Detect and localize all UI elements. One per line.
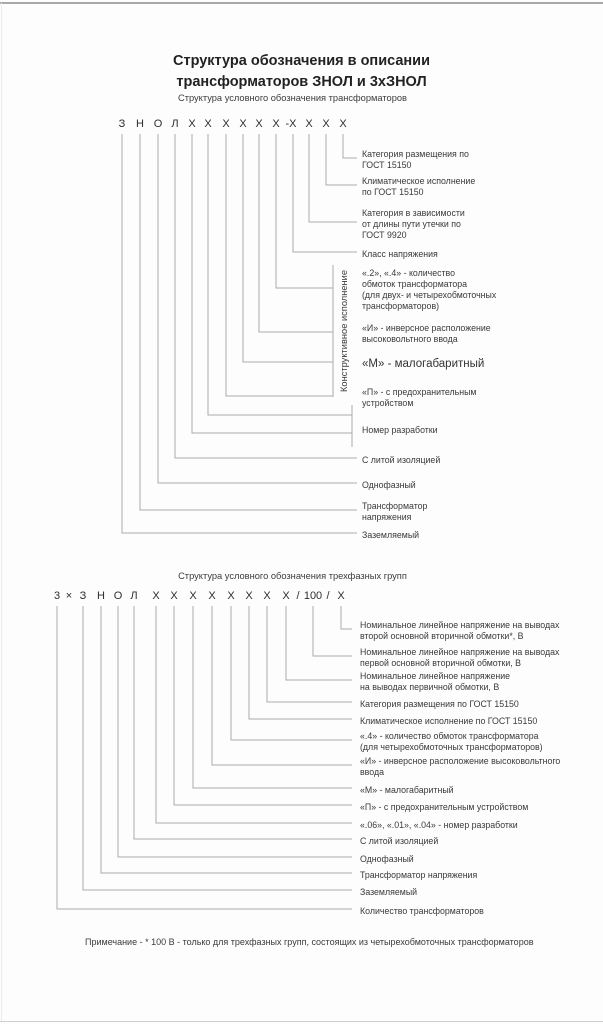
- designation-label: [360, 699, 519, 710]
- code-symbol: Л: [130, 590, 138, 602]
- connector-line: [83, 606, 352, 890]
- designation-label-line: Номинальное линейное напряжение: [360, 671, 511, 681]
- connector-line: [309, 134, 357, 222]
- designation-label: [360, 854, 414, 865]
- designation-label: [362, 149, 469, 171]
- designation-label-line: высоковольтного ввода: [362, 334, 458, 344]
- designation-label-line: Климатическое исполнение по ГОСТ 15150: [360, 715, 538, 726]
- code-symbol: Х: [272, 118, 280, 130]
- designation-label: [362, 176, 475, 198]
- connector-line: [158, 134, 357, 483]
- designation-label: [362, 480, 416, 491]
- designation-label: [362, 208, 465, 241]
- designation-label: [360, 620, 559, 642]
- code-symbol: /: [326, 590, 330, 602]
- designation-label: [360, 802, 528, 813]
- designation-label: [360, 756, 560, 778]
- designation-label-line: Климатическое исполнение: [362, 176, 476, 186]
- designation-label-line: Трансформатор напряжения: [360, 869, 478, 880]
- connector-line: [208, 134, 352, 415]
- designation-label: [360, 906, 484, 917]
- designation-label: [362, 387, 476, 409]
- code-symbol: Х: [189, 590, 197, 602]
- code-symbol: /: [296, 590, 300, 602]
- designation-label-line: устройством: [362, 398, 414, 408]
- designation-label: [360, 887, 417, 898]
- code-symbol: Х: [255, 118, 263, 130]
- code-symbol: 3: [53, 590, 61, 602]
- diagram1-construction-group-label: Конструктивное исполнение: [339, 269, 349, 393]
- code-symbol: Х: [282, 590, 290, 602]
- designation-label-line: «И» - инверсное расположение: [362, 323, 491, 333]
- designation-label: [362, 323, 491, 345]
- designation-label: [360, 731, 543, 753]
- code-symbol: Х: [263, 590, 271, 602]
- code-symbol: Л: [171, 118, 179, 130]
- code-symbol: Х: [305, 118, 313, 130]
- diagram2-subtitle: Структура условного обозначения трехфазных групп: [178, 571, 407, 581]
- designation-label-line: напряжения: [362, 512, 412, 522]
- designation-label-line: Категория в зависимости: [362, 207, 465, 218]
- designation-label-line: второй основной вторичной обмотки*, В: [360, 631, 524, 641]
- designation-label: [362, 249, 438, 260]
- designation-label-line: ГОСТ 9920: [362, 229, 407, 240]
- designation-label-line: Заземляемый: [362, 529, 420, 540]
- designation-label: [362, 425, 438, 436]
- designation-label-line: Номинальное линейное напряжение на выводах: [360, 620, 560, 630]
- designation-label: [360, 671, 510, 693]
- designation-label-line: «И» - инверсное расположение высоковольтного: [360, 756, 561, 766]
- connector-line: [140, 134, 357, 510]
- connector-line: [156, 606, 352, 823]
- page-title-line1: Структура обозначения в описании: [173, 53, 430, 69]
- connector-line: [267, 606, 352, 702]
- connector-line: [212, 606, 352, 765]
- connector-line: [259, 134, 333, 332]
- designation-label-line: обмоток трансформатора: [362, 279, 468, 289]
- connector-line: [343, 134, 357, 158]
- connector-line: [293, 134, 357, 252]
- designation-label: [360, 836, 438, 847]
- page-title-line2: трансформаторов ЗНОЛ и 3хЗНОЛ: [176, 74, 427, 90]
- designation-label: [362, 455, 440, 466]
- connector-line: [175, 134, 357, 458]
- code-symbol: Х: [337, 590, 345, 602]
- designation-label: [362, 501, 427, 523]
- code-symbol: З: [79, 590, 87, 602]
- code-symbol: Х: [188, 118, 196, 130]
- designation-label: [362, 358, 484, 371]
- code-symbol: Х: [239, 118, 247, 130]
- designation-label-line: Класс напряжения: [362, 248, 438, 259]
- footnote: Примечание - * 100 В - только для трехфазных групп, состоящих из четырехобмоточных трансформаторов: [85, 937, 534, 947]
- connector-line: [134, 606, 352, 839]
- designation-label-line: (для двух- и четырехобмоточных: [362, 290, 497, 300]
- designation-label-line: С литой изоляцией: [360, 835, 439, 846]
- code-symbol: З: [118, 118, 126, 130]
- designation-label-line: первой основной вторичной обмотки, В: [360, 658, 522, 668]
- designation-label-line: трансформаторов): [362, 301, 440, 311]
- code-symbol: Х: [208, 590, 216, 602]
- designation-label-line: ввода: [360, 767, 384, 777]
- designation-label-line: «.4» - количество обмоток трансформатора: [360, 731, 539, 741]
- connector-line: [226, 134, 333, 396]
- designation-label-line: Категория размещения по: [362, 149, 469, 159]
- connector-line: [192, 134, 352, 433]
- designation-label-line: Однофазный: [362, 479, 416, 490]
- connector-line: [122, 134, 357, 533]
- designation-label: [360, 716, 537, 727]
- designation-label: [360, 870, 477, 881]
- code-symbol: -Х: [285, 118, 297, 130]
- designation-label-line: «М» - малогабаритный: [362, 357, 485, 370]
- designation-label-line: Номинальное линейное напряжение на выводах: [360, 647, 560, 657]
- diagram1-subtitle: Структура условного обозначения трансформаторов: [178, 93, 407, 103]
- page-title: [0, 51, 603, 93]
- designation-label: [362, 530, 419, 541]
- designation-label: [362, 268, 496, 312]
- code-symbol: Х: [152, 590, 160, 602]
- connector-line: [341, 606, 352, 629]
- connector-line: [286, 606, 352, 680]
- designation-label-line: «.06», «.01», «.04» - номер разработки: [360, 819, 518, 830]
- designation-label-line: ГОСТ 15150: [362, 160, 412, 170]
- connector-line: [243, 134, 333, 362]
- code-symbol: Н: [97, 590, 105, 602]
- designation-label-line: на выводах первичной обмотки, В: [360, 682, 500, 692]
- designation-label-line: от длины пути утечки по: [362, 218, 461, 229]
- designation-label-line: Заземляемый: [360, 886, 418, 897]
- code-symbol: О: [113, 590, 123, 602]
- designation-label-line: Количество трансформаторов: [360, 905, 484, 916]
- designation-label-line: «М» - малогабаритный: [360, 784, 454, 795]
- designation-label-line: по ГОСТ 15150: [362, 187, 424, 197]
- connector-line: [118, 606, 352, 857]
- code-symbol: Х: [222, 118, 230, 130]
- connector-line: [193, 606, 352, 788]
- code-symbol: 100: [303, 590, 323, 602]
- designation-label-line: «П» - с предохранительным: [362, 387, 477, 397]
- designation-label-line: (для четырехобмоточных трансформаторов): [360, 742, 543, 752]
- code-symbol: ×: [65, 590, 73, 602]
- connector-line: [276, 134, 333, 288]
- code-symbol: Х: [339, 118, 347, 130]
- connector-line: [174, 606, 352, 805]
- designation-label-line: Однофазный: [360, 853, 414, 864]
- code-symbol: О: [153, 118, 163, 130]
- connector-line: [326, 134, 357, 185]
- code-symbol: Х: [170, 590, 178, 602]
- code-symbol: Х: [245, 590, 253, 602]
- code-symbol: Х: [322, 118, 330, 130]
- designation-label-line: Категория размещения по ГОСТ 15150: [360, 698, 519, 709]
- designation-label-line: «.2», «.4» - количество: [362, 268, 456, 278]
- code-symbol: Х: [204, 118, 212, 130]
- designation-label-line: «П» - с предохранительным устройством: [360, 801, 529, 812]
- designation-label: [360, 785, 454, 796]
- connector-line: [313, 606, 352, 656]
- designation-label-line: Трансформатор: [362, 501, 428, 511]
- designation-label-line: С литой изоляцией: [362, 454, 441, 465]
- designation-label: [360, 820, 518, 831]
- code-symbol: Н: [136, 118, 144, 130]
- code-symbol: Х: [227, 590, 235, 602]
- designation-label-line: Номер разработки: [362, 424, 438, 435]
- designation-label: [360, 647, 559, 669]
